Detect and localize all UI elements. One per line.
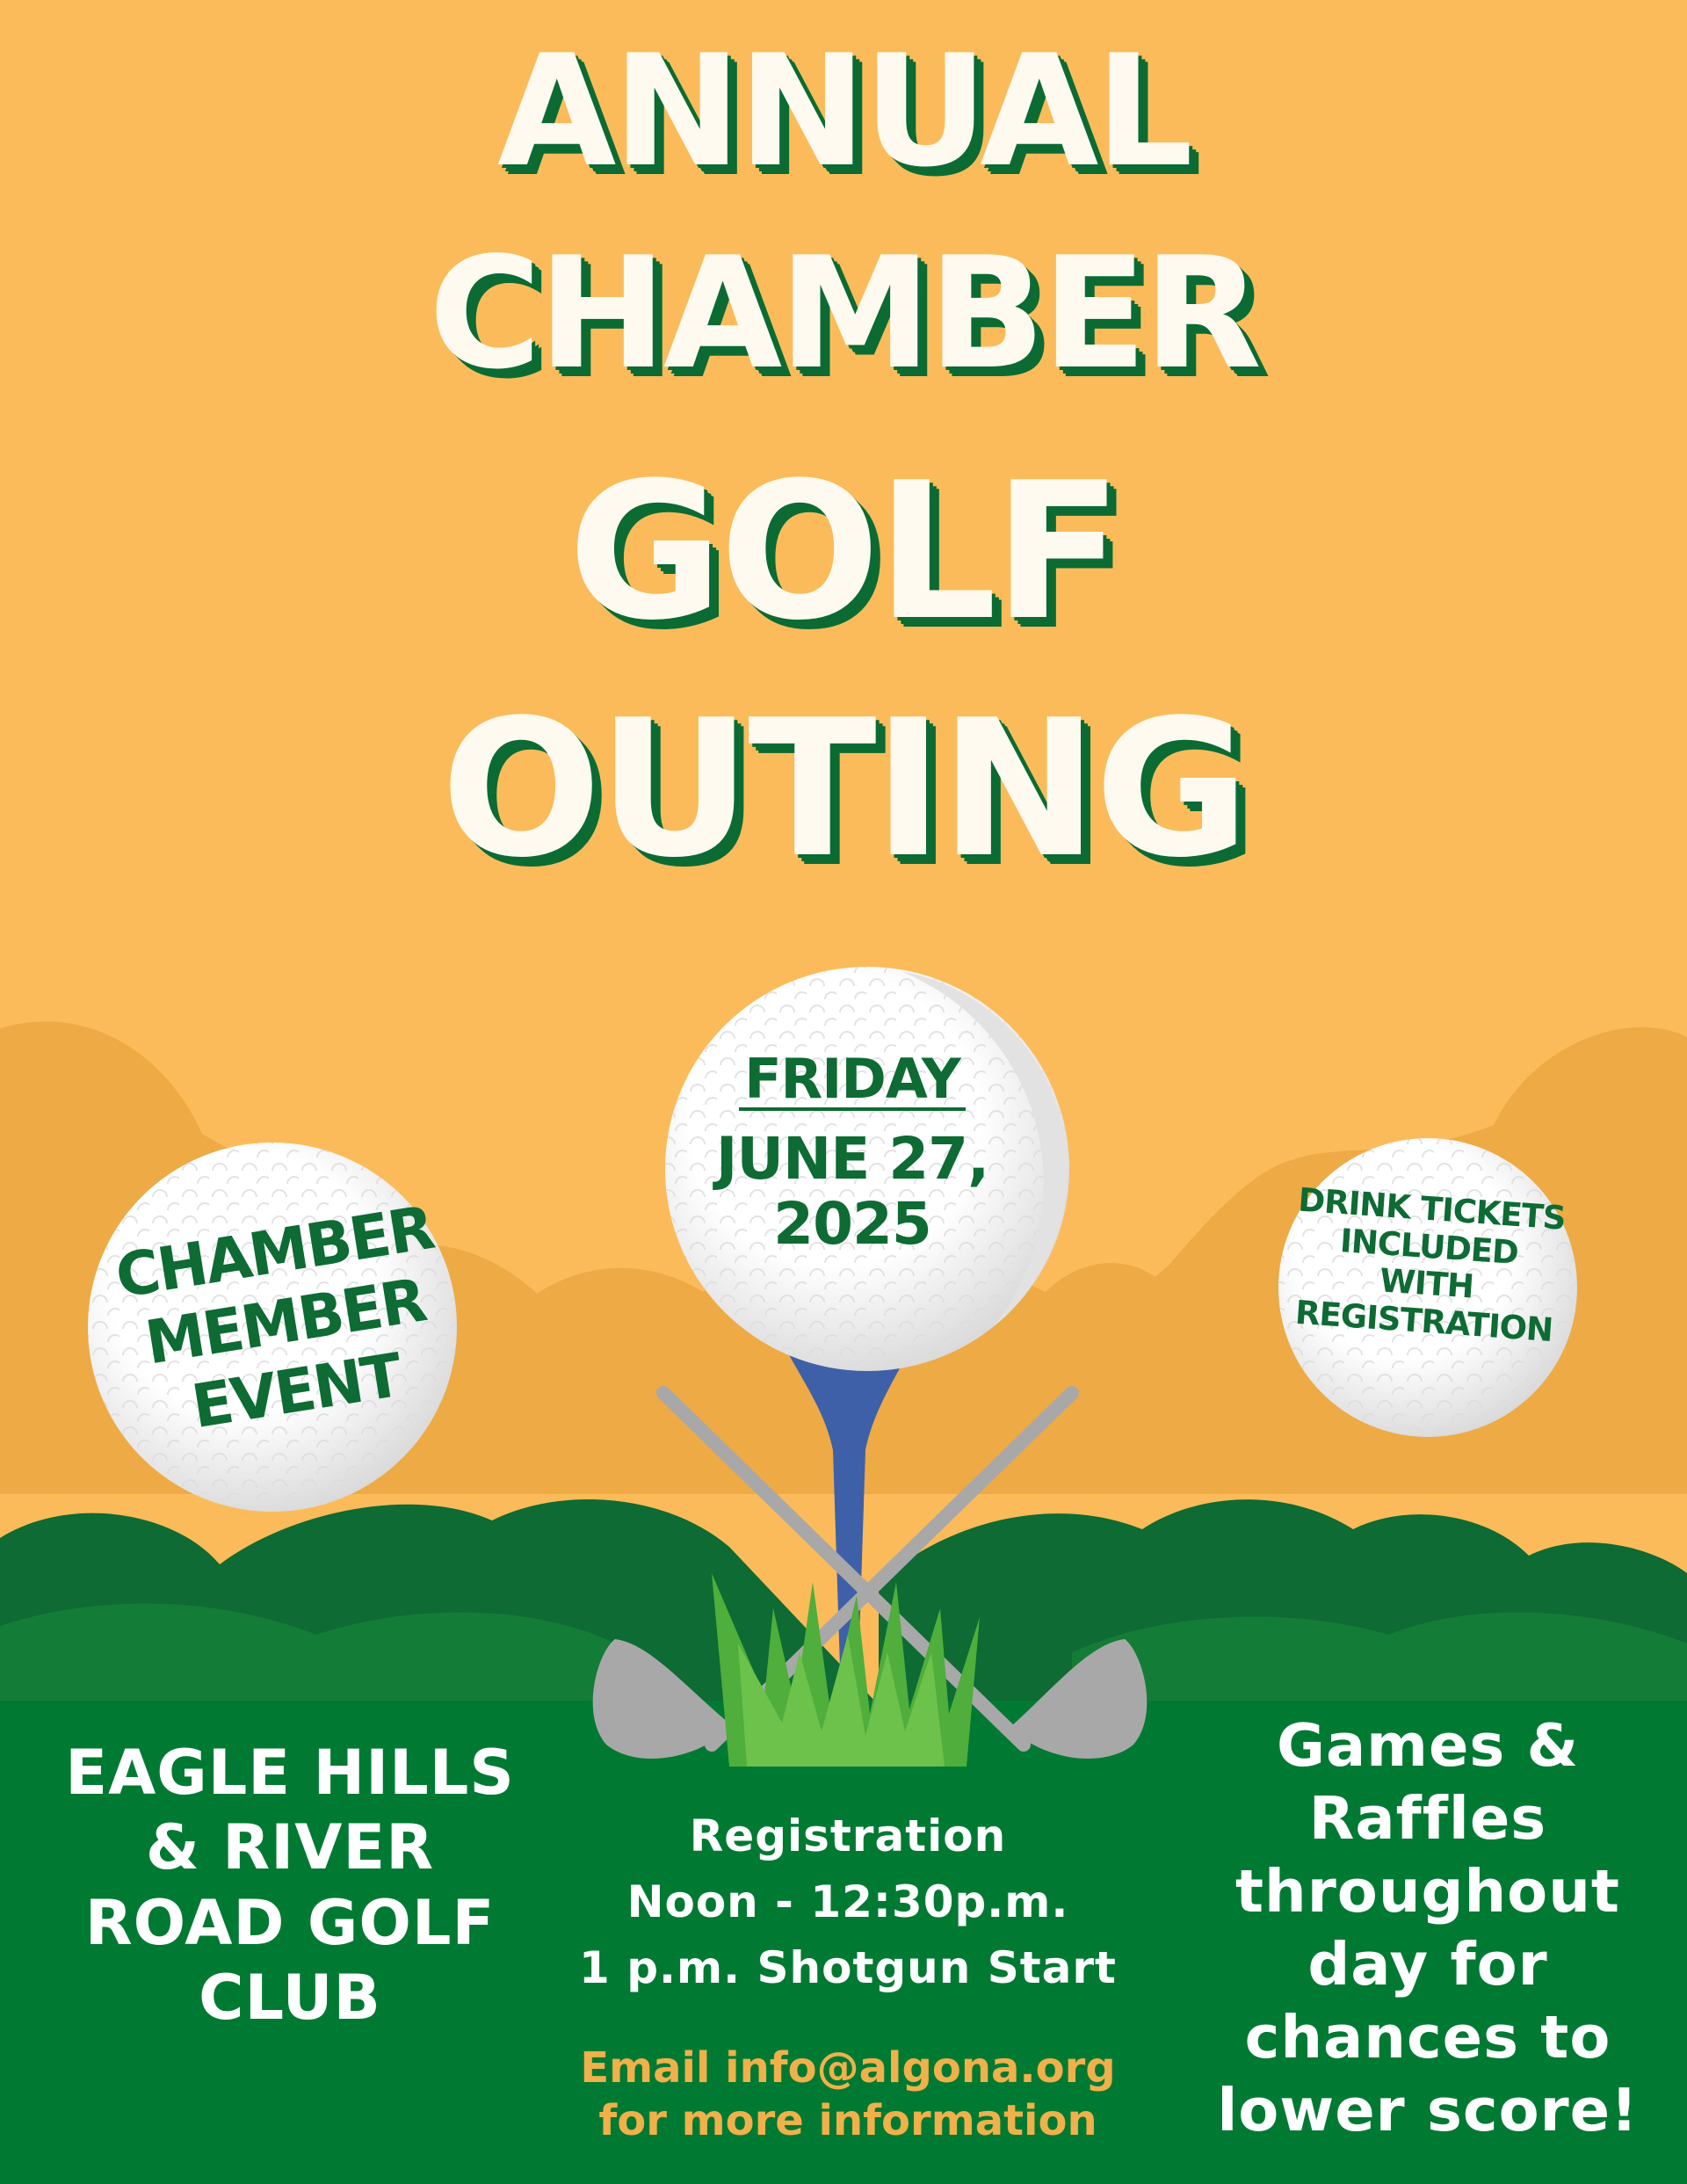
title-line-1: ANNUAL — [496, 23, 1191, 201]
title-line-2: CHAMBER — [428, 225, 1259, 403]
contact-email: Email info@algona.org — [580, 2043, 1116, 2093]
title-line-3: GOLF — [568, 441, 1119, 662]
shotgun-start-time: 1 p.m. Shotgun Start — [579, 1942, 1117, 1993]
title-line-4: OUTING — [440, 678, 1247, 899]
games-raffles-note: Games & Raffles throughout day for chances to lower score! — [1217, 1711, 1639, 2145]
event-day: FRIDAY — [739, 1050, 966, 1111]
venue-name: EAGLE HILLS & RIVER ROAD GOLF CLUB — [65, 1737, 515, 2035]
event-full-date: JUNE 27, 2025 — [715, 1125, 989, 1258]
member-event-label: CHAMBER MEMBER EVENT — [111, 1194, 438, 1443]
drink-tickets-label: DRINK TICKETS INCLUDED WITH REGISTRATION — [1293, 1180, 1567, 1349]
contact-more-info: for more information — [598, 2096, 1097, 2145]
event-date — [703, 1047, 1002, 1258]
registration-time: Noon - 12:30p.m. — [626, 1876, 1069, 1927]
registration-title: Registration — [689, 1810, 1007, 1861]
